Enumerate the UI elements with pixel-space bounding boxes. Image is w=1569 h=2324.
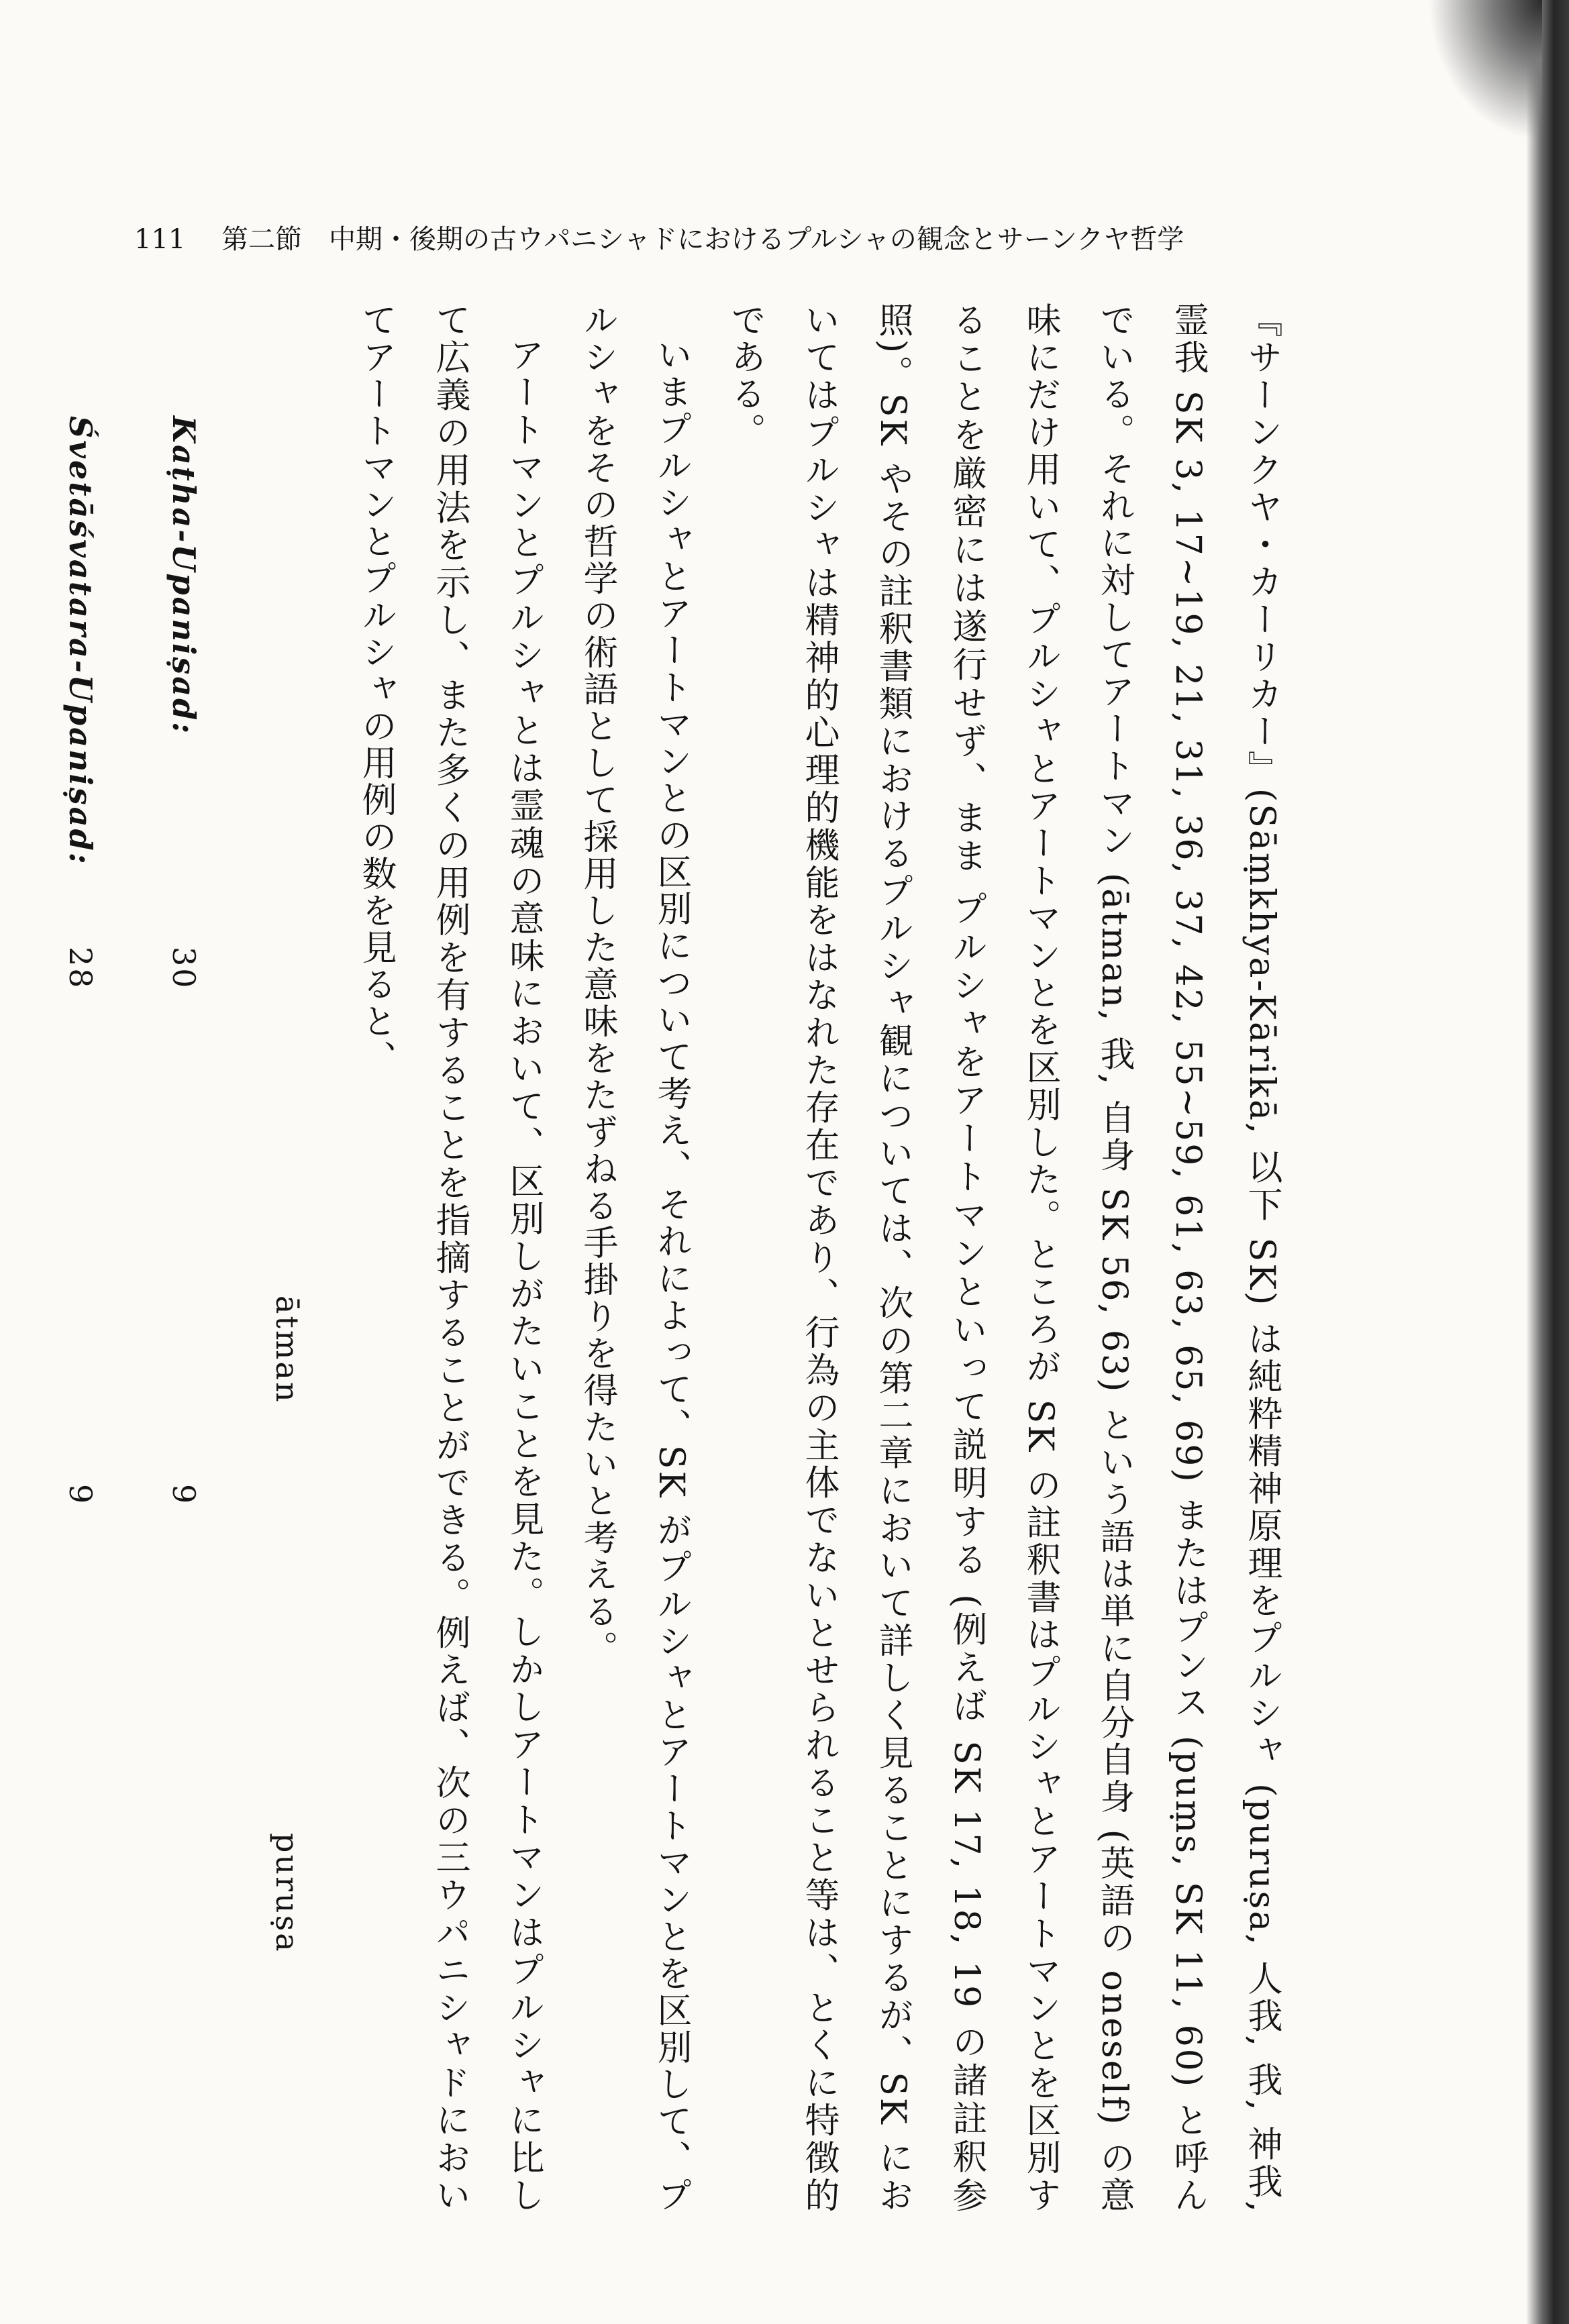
table-corner	[236, 302, 339, 947]
table-row	[0, 302, 29, 2034]
usage-count-table	[0, 302, 339, 2034]
col-header-purusa: puruṣa	[269, 1833, 305, 1954]
atman-count: 28	[62, 946, 99, 990]
purusa-count: 9	[166, 1484, 202, 1506]
upanisad-name: Kaṭha-Upaniṣad:	[166, 416, 202, 736]
paragraph-1: 『サーンクヤ・カーリカー』(Sāṃkhya-Kārikā, 以下 SK) は純粋精神原理をプルシャ (puruṣa, 人我, 我, 神我, 霊我 SK 3, 17~19, 21, 31, 36, 37, 42, 55~59, 61, 63, 65, 69) またはプンス (puṃs, SK 11, 60) と呼んでいる。それに対してアートマン (ātman, 我, 自身 SK 56, 63) という語は単に自分自身 (英語の oneself) の意味にだけ用いて、プルシャとアートマンとを区別した。ところが SK の註釈書はプルシャとアートマンとを区別することを厳密には遂行せず、まま プルシャをアートマンといって説明する (例えば SK 17, 18, 19 の諸註釈参照)。SK やその註釈書類におけるプルシャ観については、次の第二章において詳しく見ることにするが、SK においてはプルシャは精神的心理的機能をはなれた存在であり、行為の主体でないとせられること等は、とくに特徴的である。	[725, 302, 1282, 2214]
running-head-title: 第二節 中期・後期の古ウパニシャドにおけるプルシャの観念とサーンクヤ哲学	[221, 224, 1184, 255]
atman-count	[0, 947, 29, 1485]
atman-count: 30	[166, 946, 202, 990]
table-row	[29, 302, 132, 2034]
scan-shadow-corner	[1428, 0, 1542, 141]
scan-shadow-edge	[1526, 0, 1569, 2324]
running-head	[134, 216, 1356, 263]
table-header-row	[236, 302, 339, 2034]
purusa-count: 9	[62, 1484, 99, 1506]
page-number: 111	[134, 224, 186, 255]
col-header-atman: ātman	[269, 1295, 305, 1404]
paragraph-3: アートマンとプルシャとは霊魂の意味において、区別しがたいことを見た。しかしアートマンはプルシャに比して広義の用法を示し、また多くの用例を有することを指摘することができる。例えば、次の三ウパニシャドにおいてアートマンとプルシャの用例の数を見ると、	[356, 302, 544, 2214]
table-row	[132, 302, 236, 2034]
upanisad-name	[0, 302, 29, 947]
upanisad-name: Śvetāśvatara-Upaniṣad:	[62, 416, 99, 866]
paragraph-2: いまプルシャとアートマンとの区別について考え、それによって、SK がプルシャとアートマンとを区別して、プルシャをその哲学の術語として採用した意味をたずねる手掛りを得たいと考える。	[577, 302, 691, 2215]
purusa-count	[0, 1484, 29, 2034]
vertical-body-text	[62, 302, 1299, 2215]
